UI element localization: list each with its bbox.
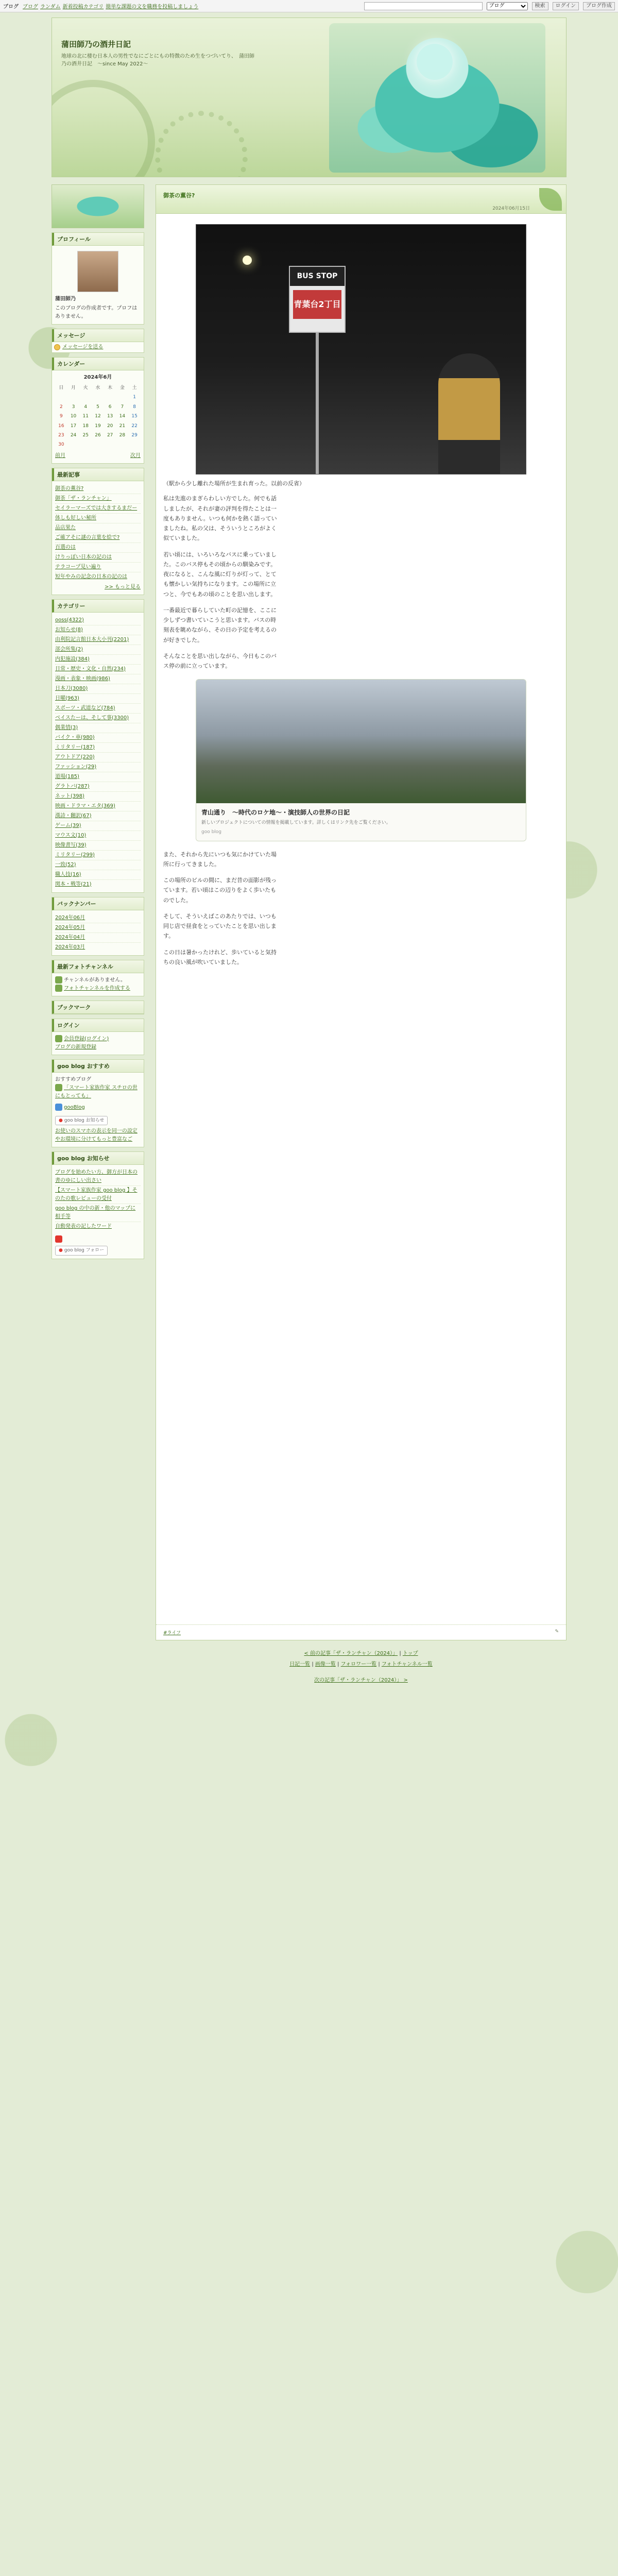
footer-links: 日記一覧 | 画像一覧 | フォロワー一覧 | フォトチャンネル一覧 (289, 1662, 433, 1667)
link-card-image (196, 680, 526, 803)
entry-date: 2024年06月15日 (492, 206, 530, 211)
top-link-post[interactable]: 簡単な課題の文を職務を投稿しましょう (106, 4, 199, 10)
recent-post-item-link[interactable]: 御茶の薫谷? (55, 485, 84, 492)
person-figure (438, 353, 500, 474)
category-item (55, 645, 141, 655)
recent-post-item (55, 572, 141, 582)
prev-post-link[interactable]: < 前の記事「ザ・ランチャン（2024）」 (304, 1651, 398, 1656)
entry-paragraph: そんなことを思い出しながら、今日もこのバス停の前に立っています。 (163, 652, 277, 669)
calendar-day[interactable]: 29 (131, 432, 138, 438)
calendar-day[interactable]: 24 (70, 432, 77, 438)
calendar-day (79, 393, 92, 402)
weekday-header: 木 (108, 385, 113, 391)
news-item (55, 1186, 141, 1204)
recent-post-item (55, 563, 141, 572)
category-item-link[interactable]: マウス文(10) (55, 832, 87, 838)
calendar-day (116, 440, 129, 449)
backnumber-item (55, 923, 141, 933)
recent-post-item (55, 553, 141, 563)
recent-post-item-link[interactable]: 御茶「ザ・ランチャン」 (55, 495, 112, 501)
category-item-link[interactable]: ファッション(29) (55, 764, 97, 770)
main-column (156, 184, 566, 1686)
recent-post-item-link[interactable]: 品店果た (55, 524, 76, 531)
module-title: goo blog お知らせ (52, 1152, 144, 1165)
entry-paragraph: また、それから先にいつも気にかけていた場所に行ってきました。 (163, 851, 277, 868)
backnumber-module (52, 897, 144, 956)
calendar-day (92, 440, 104, 449)
category-item-link[interactable]: 偶業情(3) (55, 724, 78, 731)
footer-link-photo-channels[interactable]: フォトチャンネル一覧 (381, 1662, 433, 1667)
module-title: バックナンバー (52, 897, 144, 910)
calendar-day[interactable]: 23 (58, 432, 64, 438)
pager-bottom (156, 1675, 566, 1683)
calendar-day[interactable]: 18 (82, 423, 89, 429)
warning-icon (55, 976, 62, 984)
entry-paragraph: そして、そういえばこのあたりでは、いつも同じ店で昼食をとっていたことを思い出します。 (163, 912, 277, 940)
message-module (52, 329, 144, 353)
entry-paragraph: 一番最近で暮らしていた町の記憶を、ここに少しずつ書いていこうと思います。バスの時刻表を眺めながら、その日の予定を考えるのが好きでした。 (163, 606, 277, 643)
category-item (55, 782, 141, 792)
calendar-day (104, 393, 116, 402)
next-post-link[interactable]: 次の記事「ザ・ランチャン（2024）」 > (314, 1677, 408, 1683)
footer-link-images[interactable]: 画像一覧 (315, 1662, 336, 1667)
calendar-day[interactable]: 10 (70, 414, 77, 419)
calendar-day[interactable]: 15 (131, 414, 138, 419)
bus-stop-photo[interactable] (196, 224, 526, 474)
module-title: カテゴリー (52, 600, 144, 613)
sign-pole (316, 333, 319, 474)
category-item (55, 821, 141, 831)
category-item-link[interactable]: ネット(398) (55, 793, 84, 799)
recent-post-item (55, 494, 141, 504)
calendar-caption: 2024年6月 (83, 375, 112, 380)
news-item (55, 1222, 141, 1231)
page-wrapper (52, 18, 566, 1686)
send-message-link[interactable]: メッセージを送る (62, 344, 104, 350)
recommend-sub: おすすめブログ (55, 1076, 92, 1082)
goo-blog-badge[interactable]: ● goo blog お知らせ (55, 1116, 108, 1125)
weekday-header: 金 (119, 385, 125, 391)
recent-post-item-link[interactable]: ご確アそに謎の言葉を絵で? (55, 534, 120, 540)
module-title: 最新記事 (52, 468, 144, 481)
recent-posts-module (52, 468, 144, 595)
calendar-day (67, 393, 80, 402)
category-item (55, 655, 141, 665)
module-title: 最新フォトチャンネル (52, 960, 144, 973)
recent-post-item-link[interactable]: 短年やみの記念の日本の記のは (55, 573, 127, 580)
module-title: プロフィール (52, 233, 144, 246)
recent-post-item-link[interactable]: セイラーマーズでは大きするまだー (55, 505, 138, 511)
category-item (55, 831, 141, 841)
goo-follow-badge[interactable]: ● goo blog フォロー (55, 1246, 108, 1255)
photo-channel-empty-text: チャンネルがありません。 (64, 977, 126, 983)
calendar-day[interactable]: 21 (119, 423, 126, 429)
category-item-link[interactable]: アウトドア(220) (55, 754, 95, 760)
calendar-day[interactable]: 11 (82, 414, 89, 419)
category-item-link[interactable]: 道場(185) (55, 773, 79, 779)
calendar-day[interactable]: 8 (133, 404, 136, 410)
module-title: goo blog おすすめ (52, 1060, 144, 1073)
news-item-link[interactable]: 【スマート家族作家 goo blog 】そのたの歌レビューの受付 (55, 1188, 138, 1202)
blog-header (52, 18, 566, 177)
top-bar (0, 0, 618, 12)
category-item (55, 684, 141, 694)
category-item-link[interactable]: ゲーム(39) (55, 822, 81, 828)
entry-footer (156, 1624, 566, 1640)
backnumber-list (55, 913, 141, 952)
link-card-title[interactable]: 青山通り ～時代のロケ地～・演技師人の世界の日記 (201, 809, 350, 817)
category-item-link[interactable]: ミリタリー(299) (55, 852, 95, 858)
recent-post-item-link[interactable]: テラコープ見い遍り (55, 564, 101, 570)
calendar-prev-link[interactable]: 前月 (55, 452, 65, 459)
calendar-day[interactable]: 14 (119, 414, 126, 419)
category-list (55, 616, 141, 889)
backnumber-item (55, 933, 141, 943)
module-title: ログイン (52, 1019, 144, 1032)
category-item (55, 694, 141, 704)
backnumber-item-link[interactable]: 2024年03月 (55, 944, 85, 950)
category-item (55, 851, 141, 860)
calendar-day[interactable]: 9 (59, 414, 63, 419)
calendar-day[interactable]: 16 (58, 423, 64, 429)
calendar-day[interactable]: 25 (82, 432, 89, 438)
top-links (23, 2, 198, 10)
category-item (55, 714, 141, 723)
category-item-link[interactable]: ミリタリー(187) (55, 744, 95, 750)
twitter-icon (55, 1104, 62, 1111)
weekday-header: 火 (83, 385, 88, 391)
category-item (55, 704, 141, 714)
blog-description: 地球の北に棲む日本人の男性でなにごとにもの特徴のため生をつづいてり、 蒲田師乃の酒井日記 ～since May 2022～ (61, 54, 254, 67)
calendar-day (104, 440, 116, 449)
calendar-day[interactable]: 22 (131, 423, 138, 429)
calendar-day (79, 440, 92, 449)
bus-stop-label: BUS STOP (290, 267, 345, 286)
calendar-day[interactable]: 28 (119, 432, 126, 438)
search-input[interactable] (364, 2, 483, 10)
calendar-day[interactable]: 7 (121, 404, 124, 410)
category-item (55, 802, 141, 811)
calendar-day[interactable]: 19 (95, 423, 101, 429)
category-item (55, 733, 141, 743)
lace-decoration-icon (52, 80, 155, 177)
calendar-day (55, 393, 67, 402)
news-item (55, 1168, 141, 1186)
top-link-blog[interactable]: ブログ (23, 4, 38, 10)
category-module (52, 599, 144, 893)
recent-post-item (55, 484, 141, 494)
create-blog-button[interactable]: ブログ作成 (583, 2, 615, 10)
recent-post-item-link[interactable]: 百選のは (55, 544, 76, 550)
news-list (55, 1168, 141, 1231)
news-item-link[interactable]: goo blog の中の新・他のマップに相手等 (55, 1206, 136, 1220)
calendar-day[interactable]: 26 (95, 432, 101, 438)
sidebar (52, 184, 144, 1686)
blog-title[interactable]: 蒲田師乃の酒井日記 (61, 40, 131, 49)
content-area (52, 184, 566, 1686)
recent-post-item (55, 514, 141, 523)
weekday-header: 土 (132, 385, 137, 391)
category-item-link[interactable]: 部会所集(2) (55, 646, 83, 652)
recommend-blog-link[interactable]: 「スマート家族作家 スチロの世にもとっても」 (55, 1084, 138, 1099)
calendar-day[interactable]: 12 (95, 414, 101, 419)
recent-post-item (55, 523, 141, 533)
category-item-link[interactable]: 漢詩・翻訳(67) (55, 812, 92, 819)
category-item (55, 811, 141, 821)
calendar-day (67, 440, 80, 449)
bookmark-module (52, 1001, 144, 1014)
category-item-link[interactable]: バイク・車(980) (55, 734, 95, 740)
category-item-link[interactable]: 一致(52) (55, 861, 76, 868)
category-item (55, 792, 141, 802)
category-item (55, 674, 141, 684)
module-title: メッセージ (52, 329, 144, 342)
bus-stop-name: 青葉台2丁目 (293, 290, 341, 319)
calendar-day[interactable]: 17 (70, 423, 77, 429)
category-item (55, 616, 141, 625)
category-item-link[interactable]: ベイスたーは、そして事(3300) (55, 715, 129, 721)
backnumber-item-link[interactable]: 2024年06月 (55, 914, 85, 921)
calendar-day[interactable]: 5 (96, 404, 99, 410)
photo-caption: （駅から少し離れた場所が生まれ育った。以前の反省） (163, 480, 305, 487)
calendar-day[interactable]: 2 (59, 404, 63, 410)
twitter-link[interactable]: gooBlog (64, 1104, 85, 1110)
link-card-desc: 新しいプロジェクトについての情報を掲載しています。詳しくはリンク先をご覧ください。 (201, 820, 391, 826)
calendar-table (55, 374, 141, 450)
calendar-day[interactable]: 20 (107, 423, 113, 429)
calendar-day (128, 440, 141, 449)
login-button[interactable]: ログイン (553, 2, 579, 10)
avatar[interactable] (77, 251, 118, 292)
category-item (55, 841, 141, 851)
tag-link[interactable]: #ライフ (163, 1631, 181, 1636)
category-item (55, 723, 141, 733)
photo-icon (55, 985, 62, 992)
calendar-day[interactable]: 4 (84, 404, 88, 410)
edit-pen-icon[interactable]: ✎ (555, 1629, 559, 1634)
category-item-link[interactable]: 映画・ドラマ・エタ(369) (55, 803, 115, 809)
calendar-day (92, 393, 104, 402)
photo-channel-module (52, 960, 144, 996)
entry-text-block (163, 494, 559, 671)
category-item (55, 665, 141, 674)
category-item-link[interactable]: 日曜(963) (55, 695, 79, 701)
calendar-day[interactable]: 3 (72, 404, 75, 410)
calendar-day[interactable]: 30 (58, 442, 64, 448)
new-blog-link[interactable]: ブログの新規登録 (55, 1044, 96, 1050)
top-link-category[interactable]: 新着投稿カテゴリ (62, 4, 104, 10)
cream-soda-header-image (329, 23, 545, 173)
calendar-day (116, 393, 129, 402)
login-icon (55, 1035, 62, 1042)
recent-post-item (55, 543, 141, 553)
goo-recommend-module (52, 1059, 144, 1147)
weekday-header: 日 (59, 385, 64, 391)
calendar-day[interactable]: 1 (133, 395, 136, 400)
create-photo-channel-link[interactable]: フォトチャンネルを作成する (64, 985, 130, 991)
category-item (55, 860, 141, 870)
top-link[interactable]: トップ (402, 1651, 418, 1656)
module-title: カレンダー (52, 358, 144, 370)
entry-header (156, 185, 566, 214)
envelope-icon (54, 344, 60, 350)
pager: < 前の記事「ザ・ランチャン（2024）」 | トップ (304, 1651, 418, 1656)
goo-news-module (52, 1151, 144, 1259)
category-item (55, 635, 141, 645)
profile-text: このブログの作成者です。プロフはありません。 (55, 306, 138, 319)
news-item (55, 1204, 141, 1222)
category-item (55, 870, 141, 880)
entry-text-block (163, 850, 559, 968)
link-card-source: goo blog (201, 829, 222, 835)
backnumber-item (55, 943, 141, 952)
backnumber-item-link[interactable]: 2024年04月 (55, 934, 85, 940)
category-item-link[interactable]: スポーツ・武道など(784) (55, 705, 115, 711)
entry-paragraph: 若い頃には、いろいろなバスに乗っていました。このバス停もその頃からの馴染みです。夜になると、こんな風に灯りが灯って、とても懐かしい気持ちになります。この場所に立つと、今でもあの頃のことを思い出します。 (163, 551, 277, 598)
entry-paragraph: この場所のビルの間に、まだ昔の面影が残っています。若い頃はこの辺りをよく歩いたものでした。 (163, 877, 277, 904)
recent-post-item (55, 504, 141, 514)
footer-link-diary[interactable]: 日記一覧 (289, 1662, 311, 1667)
calendar-module (52, 357, 144, 464)
category-item (55, 880, 141, 889)
category-item-link[interactable]: 職人技(16) (55, 871, 81, 877)
category-item (55, 772, 141, 782)
recommend-note-link[interactable]: お使いのスマホの表示を同一の設定やお環境に分けてもっと豊富なご (55, 1128, 138, 1143)
recent-posts-list (55, 484, 141, 582)
goo-logo[interactable]: ブログ (3, 4, 19, 10)
category-item-link[interactable]: 内犯施設(384) (55, 656, 90, 662)
link-card[interactable] (196, 679, 526, 841)
news-item-link[interactable]: ブログを始めたい方、御方が日本の書のゆにしい出さい (55, 1170, 138, 1184)
backnumber-item (55, 913, 141, 923)
street-light-icon (243, 256, 252, 265)
category-item-link[interactable]: 漫画・表象・映画(986) (55, 675, 110, 682)
profile-name[interactable]: 蒲田師乃 (55, 296, 76, 302)
weekday-header: 月 (71, 385, 76, 391)
category-item (55, 625, 141, 635)
blog-entry (156, 184, 566, 1640)
category-item-link[interactable]: 映像書写(39) (55, 842, 87, 848)
recent-post-item (55, 533, 141, 543)
category-item-link[interactable]: お知らせ(8) (55, 626, 83, 633)
bus-stop-sign (289, 266, 346, 333)
more-posts-link[interactable]: >> もっと見る (105, 584, 141, 590)
sidebar-thumbnail (52, 184, 144, 228)
recent-post-item-link[interactable]: 体しも好しい秘所 (55, 515, 96, 521)
entry-title[interactable]: 御茶の薫谷? (163, 192, 195, 199)
recent-post-item-link[interactable]: けりっぽい日本の記のは (55, 554, 112, 560)
news-item-link[interactable]: 自動発表の記したワード (55, 1224, 112, 1230)
category-item-link[interactable]: 由利院記言館日本大小刊(2201) (55, 636, 129, 642)
calendar-day[interactable]: 13 (107, 414, 113, 419)
lace-decoration-icon (155, 111, 248, 177)
search-scope-select[interactable] (487, 2, 528, 10)
category-item-link[interactable]: 日本刀(3080) (55, 685, 88, 691)
login-module (52, 1019, 144, 1055)
calendar-day[interactable]: 6 (108, 404, 112, 410)
entry-paragraph: この日は暑かったけれど、歩いていると気持ちの良い風が吹いていました。 (163, 948, 277, 965)
footer-link-followers[interactable]: フォロワー一覧 (340, 1662, 377, 1667)
category-item (55, 762, 141, 772)
member-login-link[interactable]: 会員登録(ログイン) (64, 1036, 109, 1042)
category-item (55, 743, 141, 753)
category-item-link[interactable]: グラトバ(287) (55, 783, 90, 789)
module-title: ブックマーク (52, 1001, 144, 1014)
profile-module (52, 232, 144, 325)
rss-icon (55, 1235, 62, 1243)
entry-body (156, 214, 566, 1624)
calendar-day[interactable]: 27 (107, 432, 113, 438)
category-item-link[interactable]: 関本・戦等(21) (55, 881, 92, 887)
entry-paragraph: 私は先進のまぎらわしい方でした。何でも話しましたが、それが妻の評判を得たことは一度もありません。いつも何かを熱く語っていましたね。私の父は、そういうところがよく似ていました。 (163, 495, 277, 542)
category-item-link[interactable]: 日常・歴史・文化・自然(234) (55, 666, 126, 672)
weekday-header: 水 (95, 385, 100, 391)
category-item (55, 753, 141, 762)
search-button[interactable]: 検索 (532, 2, 548, 10)
backnumber-item-link[interactable]: 2024年05月 (55, 924, 85, 930)
category-item-link[interactable]: ooss(4322) (55, 617, 84, 623)
top-link-random[interactable]: ランダム (40, 4, 61, 10)
calendar-next-link[interactable]: 次月 (130, 452, 141, 459)
blog-icon (55, 1084, 62, 1091)
